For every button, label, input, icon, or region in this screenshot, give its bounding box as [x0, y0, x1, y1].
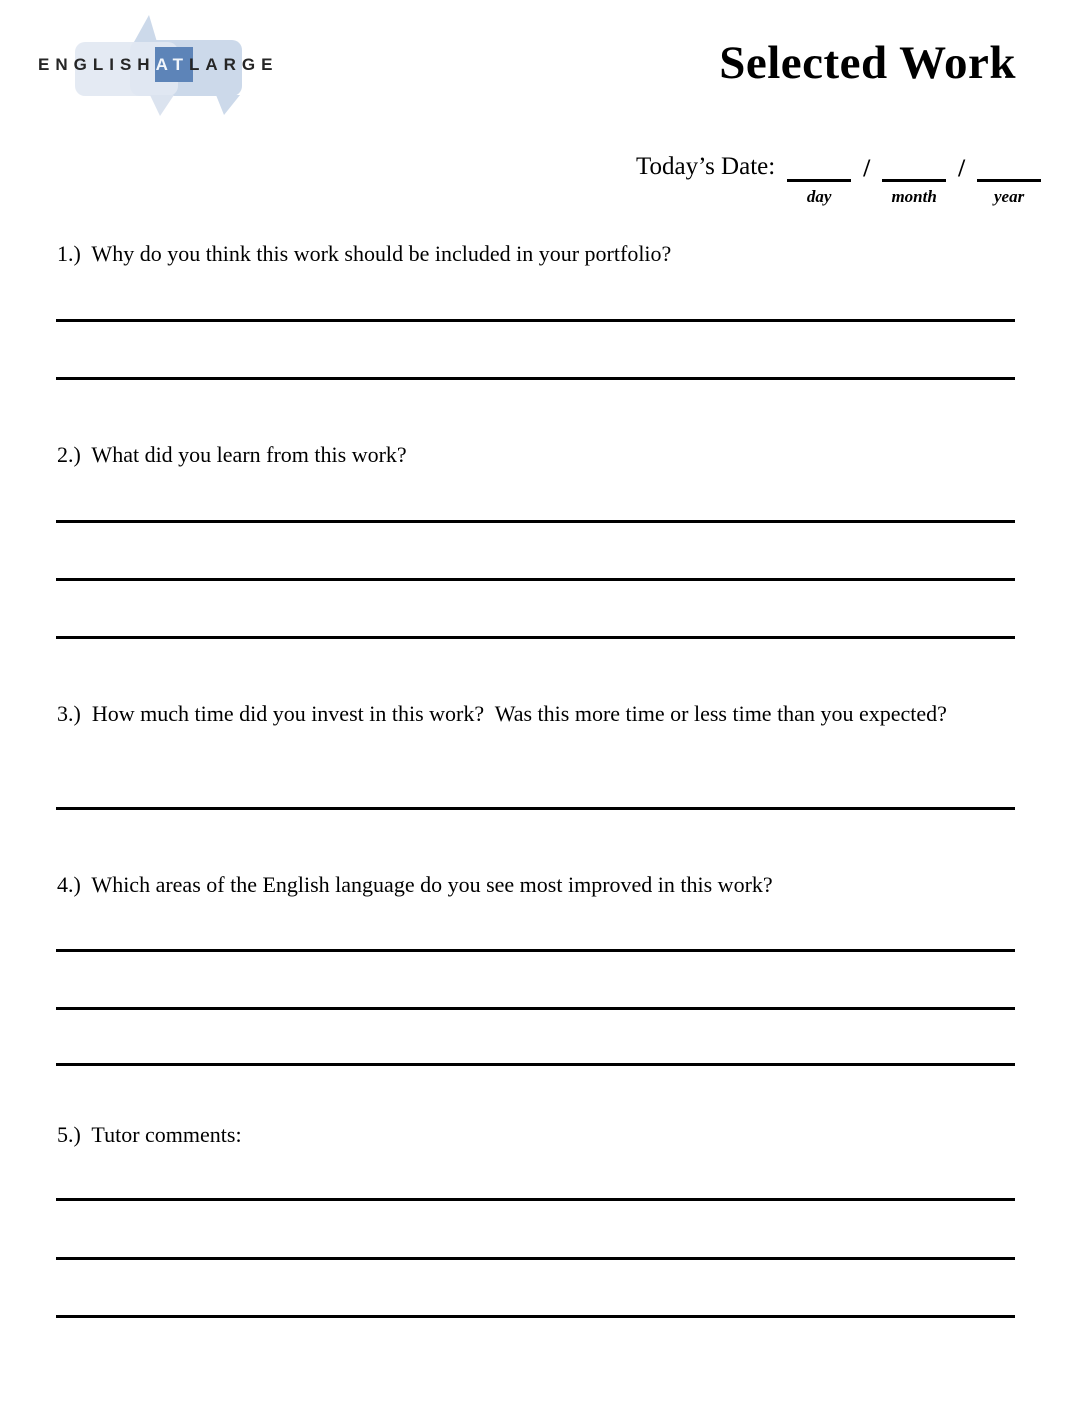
- date-field-month: [882, 152, 946, 207]
- logo-text-large: LARGE: [188, 55, 279, 74]
- logo-text-at: AT: [155, 55, 189, 74]
- answer-line[interactable]: [56, 949, 1015, 952]
- answer-line[interactable]: [56, 1257, 1015, 1260]
- answer-line[interactable]: [56, 1315, 1015, 1318]
- logo-wordmark: [38, 55, 278, 75]
- date-field-year: [977, 152, 1041, 207]
- answer-line[interactable]: [56, 807, 1015, 810]
- question-5-text: 5.) Tutor comments:: [57, 1122, 242, 1147]
- date-year-caption: year: [993, 187, 1025, 206]
- logo-text-english: ENGLISH: [38, 55, 156, 74]
- english-at-large-logo: [30, 8, 290, 120]
- date-month-caption: month: [891, 187, 937, 206]
- answer-line[interactable]: [56, 377, 1015, 380]
- speech-bubble-top-tail: [134, 15, 157, 42]
- date-row: [636, 152, 1041, 207]
- answer-line[interactable]: [56, 1063, 1015, 1066]
- date-slash: /: [863, 155, 871, 182]
- answer-line[interactable]: [56, 520, 1015, 523]
- speech-bubble-bottom-tail-right: [216, 95, 240, 115]
- answer-line[interactable]: [56, 1007, 1015, 1010]
- question-2-text: 2.) What did you learn from this work?: [57, 442, 407, 467]
- date-day-blank[interactable]: [787, 152, 851, 182]
- page-title: Selected Work: [719, 37, 1016, 89]
- question-4-text: 4.) Which areas of the English language do you see most improved in this work?: [57, 872, 773, 897]
- date-day-caption: day: [806, 187, 832, 206]
- answer-line[interactable]: [56, 1198, 1015, 1201]
- answer-line[interactable]: [56, 319, 1015, 322]
- answer-line[interactable]: [56, 636, 1015, 639]
- date-year-blank[interactable]: [977, 152, 1041, 182]
- date-field-day: [787, 152, 851, 207]
- question-3-text: 3.) How much time did you invest in this work? Was this more time or less time than you expected?: [57, 701, 947, 726]
- question-1-text: 1.) Why do you think this work should be included in your portfolio?: [57, 241, 672, 266]
- speech-bubble-bottom-tail-left: [150, 95, 174, 116]
- date-month-blank[interactable]: [882, 152, 946, 182]
- date-slash: /: [958, 155, 966, 182]
- answer-line[interactable]: [56, 578, 1015, 581]
- date-label: Today’s Date:: [636, 153, 776, 180]
